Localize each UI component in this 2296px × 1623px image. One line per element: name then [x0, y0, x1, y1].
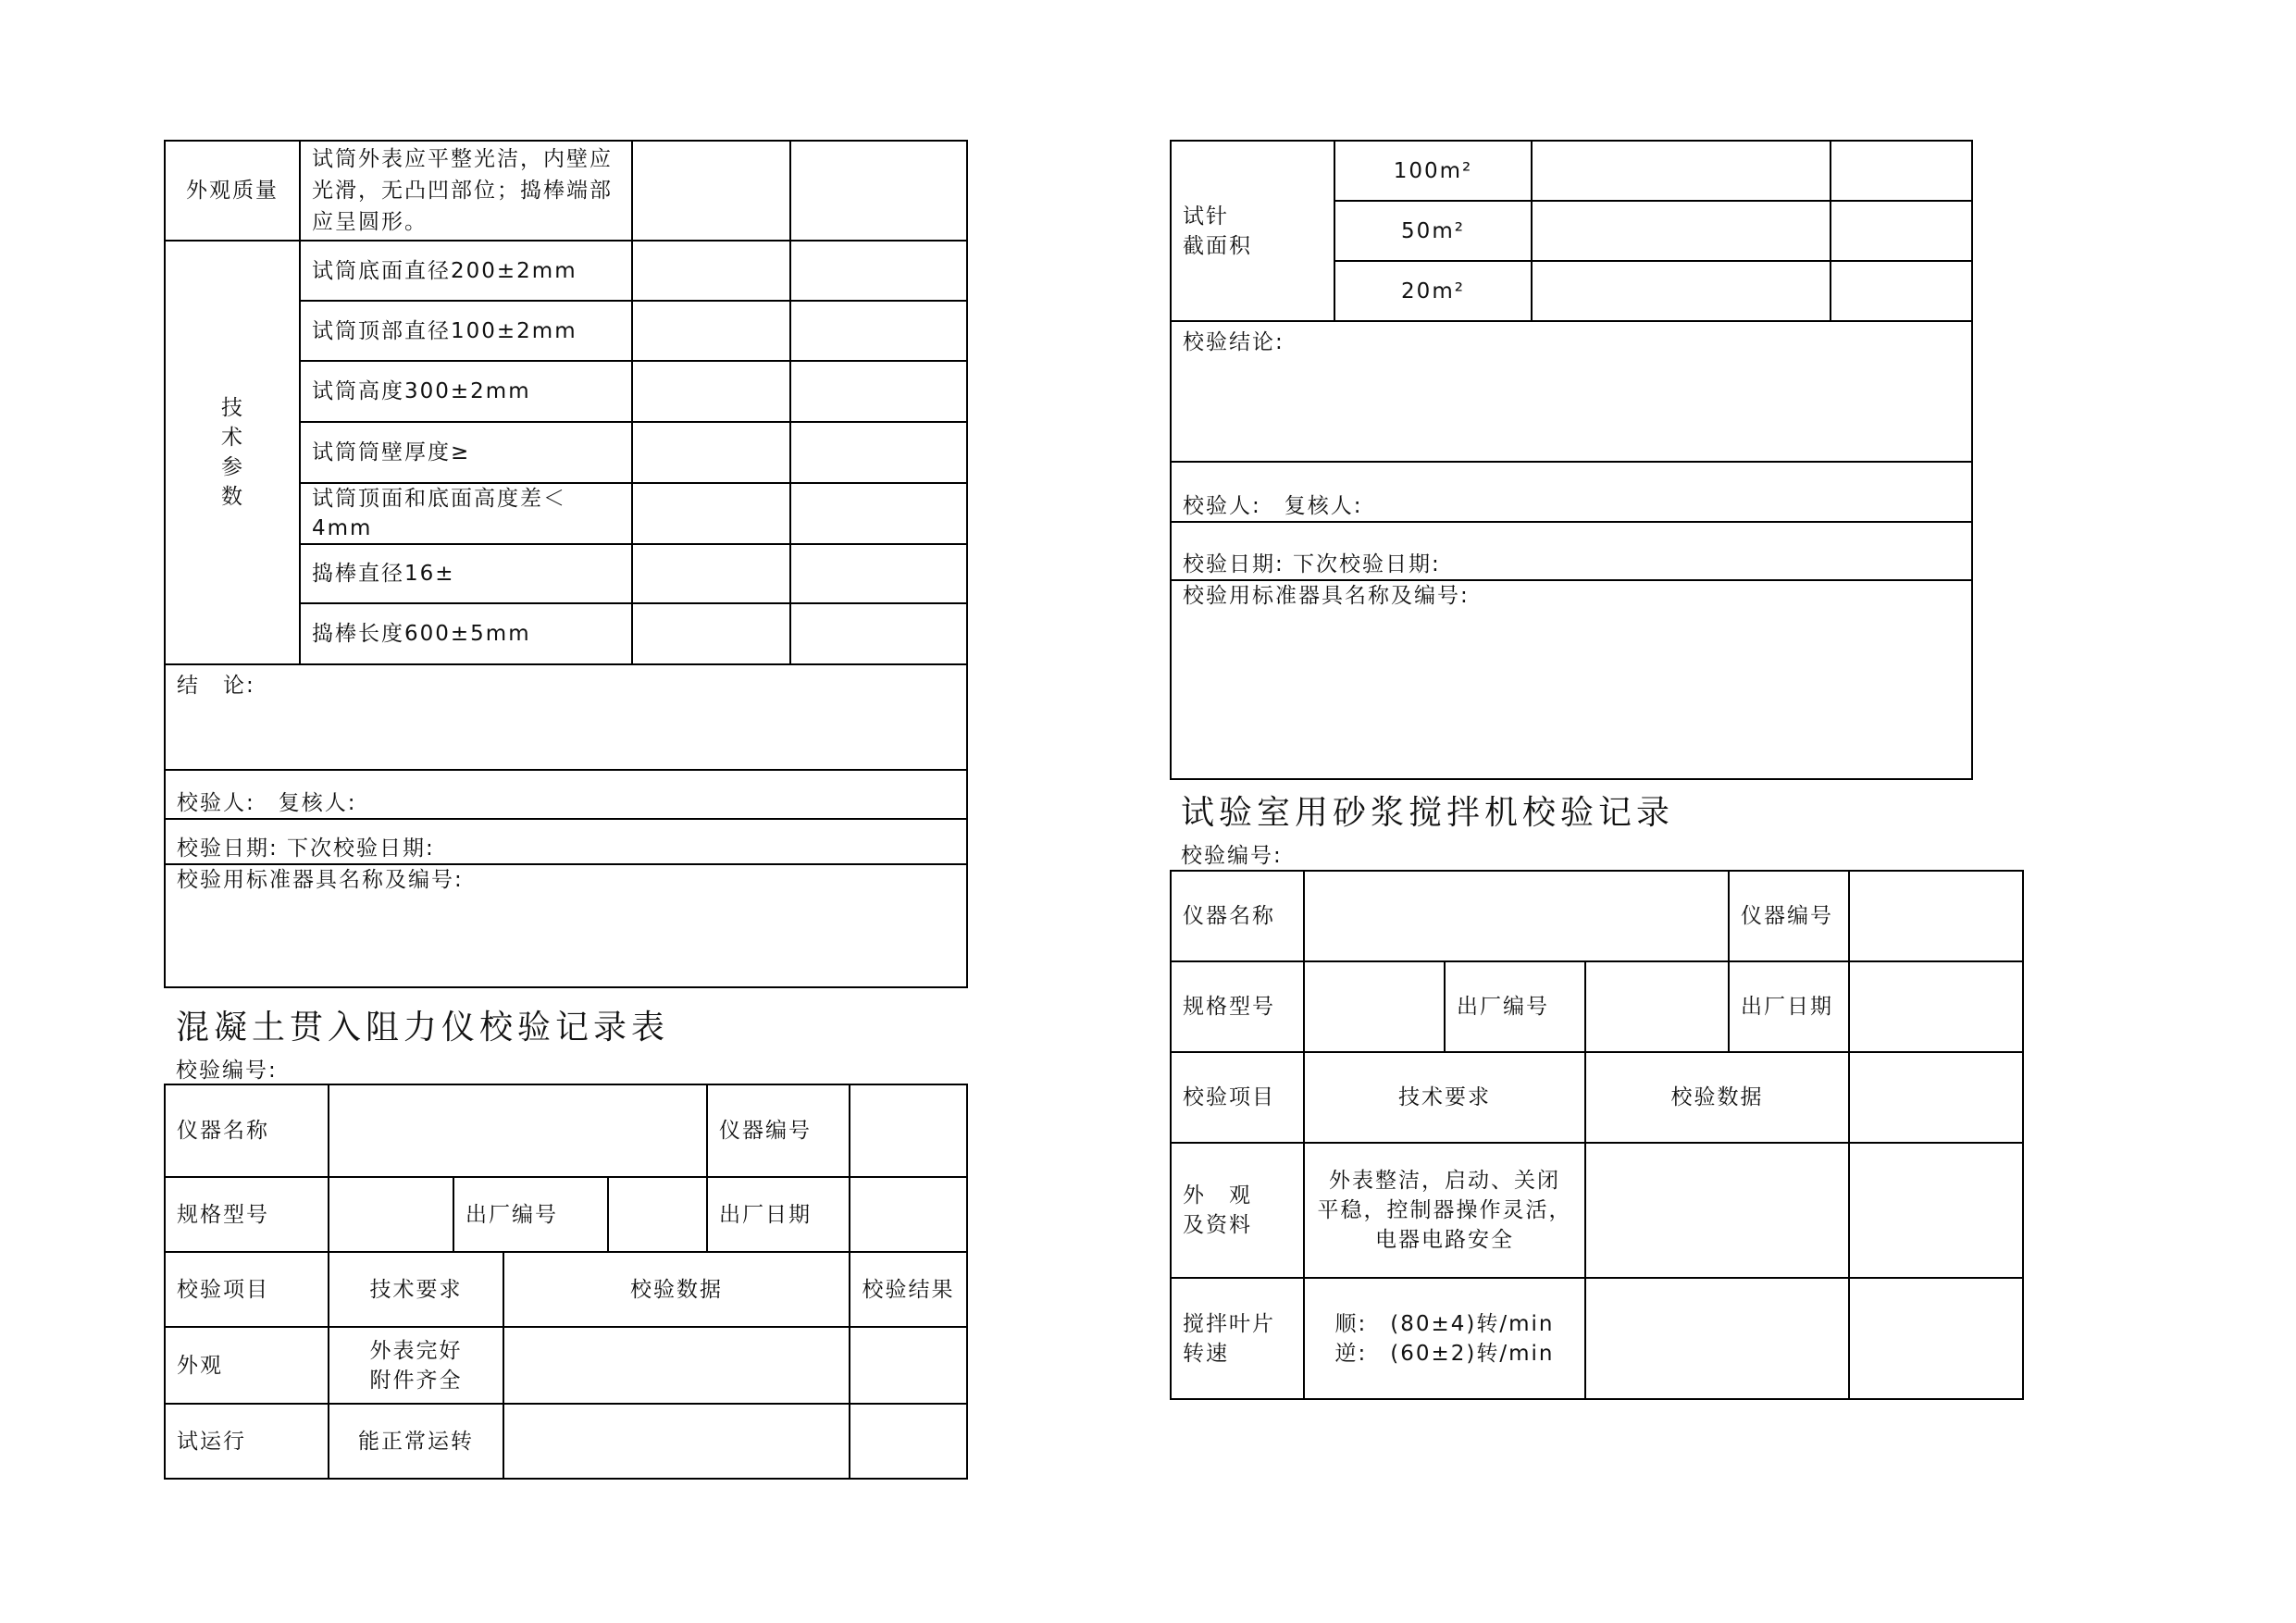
factory-date-value[interactable]	[850, 1177, 967, 1252]
result-cell[interactable]	[790, 141, 967, 241]
needle-area-value: 50m²	[1334, 201, 1532, 261]
data-cell[interactable]	[632, 241, 790, 301]
data-cell[interactable]	[632, 544, 790, 603]
data-cell[interactable]	[632, 361, 790, 422]
right-bottom-table	[1170, 870, 2024, 1400]
instrument-number-label: 仪器编号	[707, 1084, 850, 1177]
appearance-label: 外 观 及资料	[1171, 1143, 1304, 1278]
appearance-label: 外观	[165, 1327, 329, 1404]
calibration-dates-field[interactable]: 校验日期: 下次校验日期:	[165, 819, 967, 864]
data-cell[interactable]	[503, 1327, 850, 1404]
model-value[interactable]	[1304, 961, 1445, 1052]
serial-number-label: 校验编号:	[1181, 844, 1283, 868]
instrument-number-value[interactable]	[850, 1084, 967, 1177]
standard-instrument-field[interactable]: 校验用标准器具名称及编号:	[165, 864, 967, 987]
form-title: 试验室用砂浆搅拌机校验记录	[1181, 794, 1675, 832]
appearance-requirement: 外表整洁，启动、关闭 平稳，控制器操作灵活， 电器电路安全	[1304, 1143, 1585, 1278]
data-cell[interactable]	[1585, 1278, 1849, 1399]
item-header: 校验项目	[1171, 1052, 1304, 1143]
data-header: 校验数据	[503, 1252, 850, 1327]
param-label: 捣棒直径16±	[300, 544, 632, 603]
inspector-field[interactable]: 校验人: 复核人:	[165, 770, 967, 819]
trial-run-label: 试运行	[165, 1404, 329, 1479]
instrument-number-label: 仪器编号	[1729, 871, 1849, 961]
data-cell[interactable]	[632, 141, 790, 241]
result-cell[interactable]	[1831, 141, 1972, 201]
data-cell[interactable]	[1532, 141, 1831, 201]
left-top-table	[164, 140, 968, 988]
technical-params-text: 技术参数	[221, 396, 244, 509]
factory-date-label: 出厂日期	[1729, 961, 1849, 1052]
trial-run-requirement: 能正常运转	[329, 1404, 503, 1479]
left-bottom-table	[164, 1084, 968, 1480]
data-cell[interactable]	[632, 301, 790, 361]
result-cell[interactable]	[850, 1327, 967, 1404]
result-header: 校验结果	[850, 1252, 967, 1327]
model-label: 规格型号	[165, 1177, 329, 1252]
param-label: 试筒顶部直径100±2mm	[300, 301, 632, 361]
appearance-quality-requirement: 试筒外表应平整光洁，内壁应光滑，无凸凹部位；捣棒端部应呈圆形。	[300, 141, 632, 241]
result-cell[interactable]	[1831, 261, 1972, 321]
result-cell[interactable]	[1831, 201, 1972, 261]
calibration-dates-field[interactable]: 校验日期: 下次校验日期:	[1171, 522, 1972, 580]
factory-number-value[interactable]	[608, 1177, 707, 1252]
standard-instrument-field[interactable]: 校验用标准器具名称及编号:	[1171, 580, 1972, 779]
instrument-name-label: 仪器名称	[1171, 871, 1304, 961]
needle-area-value: 20m²	[1334, 261, 1532, 321]
data-cell[interactable]	[632, 422, 790, 483]
data-cell[interactable]	[1532, 261, 1831, 321]
param-label: 试筒底面直径200±2mm	[300, 241, 632, 301]
model-value[interactable]	[329, 1177, 453, 1252]
result-cell[interactable]	[790, 544, 967, 603]
result-cell[interactable]	[790, 603, 967, 664]
data-cell[interactable]	[1585, 1143, 1849, 1278]
factory-date-value[interactable]	[1849, 961, 2023, 1052]
technical-params-label	[165, 241, 300, 664]
factory-date-label: 出厂日期	[707, 1177, 850, 1252]
item-header: 校验项目	[165, 1252, 329, 1327]
result-header-cell[interactable]	[1849, 1052, 2023, 1143]
conclusion-field[interactable]: 校验结论:	[1171, 321, 1972, 462]
right-top-table	[1170, 140, 1973, 780]
result-cell[interactable]	[1849, 1278, 2023, 1399]
result-cell[interactable]	[790, 241, 967, 301]
param-label: 捣棒长度600±5mm	[300, 603, 632, 664]
data-cell[interactable]	[632, 483, 790, 544]
model-label: 规格型号	[1171, 961, 1304, 1052]
instrument-name-value[interactable]	[329, 1084, 707, 1177]
data-cell[interactable]	[1532, 201, 1831, 261]
param-label: 试筒高度300±2mm	[300, 361, 632, 422]
data-cell[interactable]	[503, 1404, 850, 1479]
needle-area-label: 试针 截面积	[1171, 141, 1334, 321]
factory-number-label: 出厂编号	[453, 1177, 608, 1252]
factory-number-value[interactable]	[1585, 961, 1729, 1052]
appearance-quality-label: 外观质量	[165, 141, 300, 241]
result-cell[interactable]	[790, 483, 967, 544]
result-cell[interactable]	[790, 301, 967, 361]
instrument-name-label: 仪器名称	[165, 1084, 329, 1177]
result-cell[interactable]	[1849, 1143, 2023, 1278]
data-header: 校验数据	[1585, 1052, 1849, 1143]
result-cell[interactable]	[790, 422, 967, 483]
blade-speed-requirement: 顺: (80±4)转/min 逆: (60±2)转/min	[1304, 1278, 1585, 1399]
requirement-header: 技术要求	[329, 1252, 503, 1327]
conclusion-field[interactable]: 结 论:	[165, 664, 967, 770]
blade-speed-label: 搅拌叶片 转速	[1171, 1278, 1304, 1399]
param-label: 试筒顶面和底面高度差＜4mm	[300, 483, 632, 544]
serial-number-label: 校验编号:	[176, 1059, 278, 1083]
requirement-header: 技术要求	[1304, 1052, 1585, 1143]
instrument-number-value[interactable]	[1849, 871, 2023, 961]
form-title: 混凝土贯入阻力仪校验记录表	[176, 1009, 670, 1047]
instrument-name-value[interactable]	[1304, 871, 1729, 961]
param-label: 试筒筒壁厚度≥	[300, 422, 632, 483]
factory-number-label: 出厂编号	[1445, 961, 1585, 1052]
result-cell[interactable]	[790, 361, 967, 422]
inspector-field[interactable]: 校验人: 复核人:	[1171, 462, 1972, 522]
data-cell[interactable]	[632, 603, 790, 664]
result-cell[interactable]	[850, 1404, 967, 1479]
appearance-requirement: 外表完好 附件齐全	[329, 1327, 503, 1404]
needle-area-value: 100m²	[1334, 141, 1532, 201]
